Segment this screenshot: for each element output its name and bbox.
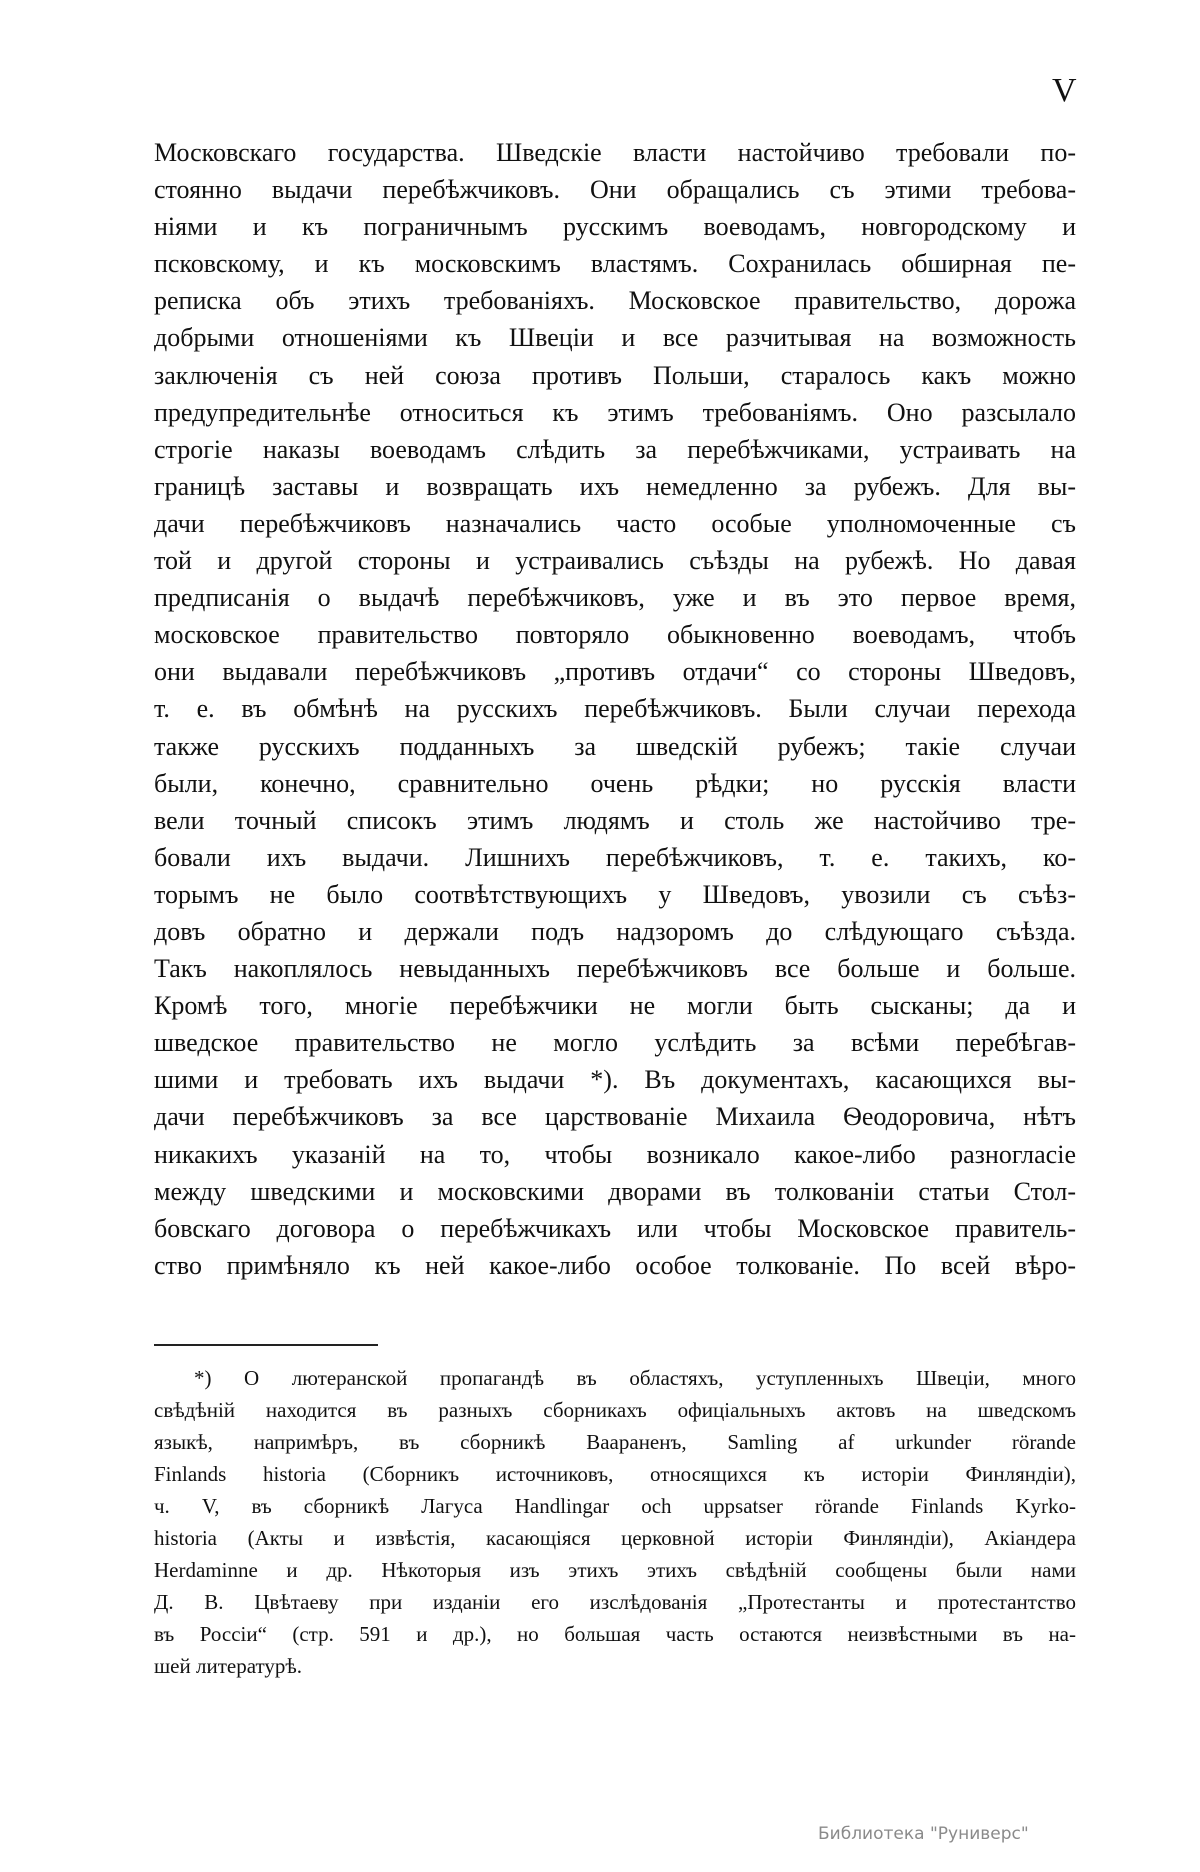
text-line: торымъ не было соотвѣтствующихъ у Шведовъ, увозили съ съѣз- xyxy=(154,879,1076,909)
text-line: довъ обратно и держали подъ надзоромъ до слѣдующаго съѣзда. xyxy=(154,916,1076,946)
footnote-line: Finlands historia (Сборникъ источниковъ, относящихся къ исторіи Финляндіи), xyxy=(154,1462,1076,1486)
text-line: Такъ накоплялось невыданныхъ перебѣжчиковъ все больше и больше. xyxy=(154,954,1076,984)
text-line: шведское правительство не могло услѣдить за всѣми перебѣгав- xyxy=(154,1028,1076,1058)
text-line: т. е. въ обмѣнѣ на русскихъ перебѣжчиковъ. Были случаи перехода xyxy=(154,694,1076,724)
text-line: Московскаго государства. Шведскіе власти настойчиво требовали по- xyxy=(154,138,1076,167)
text-line: дачи перебѣжчиковъ назначались часто особые уполномоченные съ xyxy=(154,508,1076,538)
text-line: предписанія о выдачѣ перебѣжчиковъ, уже и въ это первое время, xyxy=(154,583,1076,613)
footnote xyxy=(154,1362,1076,1682)
footnote-divider xyxy=(154,1344,378,1346)
text-line: Кромѣ того, многіе перебѣжчики не могли быть сысканы; да и xyxy=(154,991,1076,1021)
text-line: той и другой стороны и устраивались съѣзды на рубежѣ. Но давая xyxy=(154,546,1076,576)
text-line: строгіе наказы воеводамъ слѣдить за перебѣжчиками, устраивать на xyxy=(154,434,1076,464)
text-line: также русскихъ подданныхъ за шведскій рубежъ; такіе случаи xyxy=(154,731,1076,761)
text-line: стоянно выдачи перебѣжчиковъ. Они обращались съ этими требова- xyxy=(154,175,1076,205)
text-line: вели точный списокъ этимъ людямъ и столь же настойчиво тре- xyxy=(154,805,1076,835)
text-line: никакихъ указаній на то, чтобы возникало какое-либо разногласіе xyxy=(154,1139,1076,1169)
text-line: реписка объ этихъ требованіяхъ. Московское правительство, дорожа xyxy=(154,286,1076,316)
footnote-line: Д. В. Цвѣтаеву при изданіи его изслѣдованія „Протестанты и протестантство xyxy=(154,1590,1076,1614)
text-line: псковскому, и къ московскимъ властямъ. Сохранилась обширная пе- xyxy=(154,249,1076,279)
text-line: дачи перебѣжчиковъ за все царствованіе Михаила Ѳеодоровича, нѣтъ xyxy=(154,1102,1076,1132)
text-line: бовскаго договора о перебѣжчикахъ или чтобы Московское правитель- xyxy=(154,1213,1076,1243)
text-line: бовали ихъ выдачи. Лишнихъ перебѣжчиковъ, т. е. такихъ, ко- xyxy=(154,842,1076,872)
footnote-line: въ Россіи“ (стр. 591 и др.), но большая часть остаются неизвѣстными въ на- xyxy=(154,1622,1076,1646)
footnote-line: шей литературѣ. xyxy=(154,1654,303,1678)
footnote-line: свѣдѣній находится въ разныхъ сборникахъ офиціальныхъ актовъ на шведскомъ xyxy=(154,1398,1076,1422)
body-text xyxy=(154,134,1076,1284)
footnote-line: языкѣ, напримѣръ, въ сборникѣ Ваараненъ, Samling af urkunder rörande xyxy=(154,1430,1076,1454)
text-line: заключенія съ ней союза противъ Польши, старалось какъ можно xyxy=(154,360,1076,390)
text-line: они выдавали перебѣжчиковъ „противъ отдачи“ со стороны Шведовъ, xyxy=(154,657,1076,687)
text-line: московское правительство повторяло обыкновенно воеводамъ, чтобъ xyxy=(154,620,1076,650)
library-watermark: Библиотека "Руниверс" xyxy=(818,1824,1029,1844)
text-line: добрыми отношеніями къ Швеціи и все разчитывая на возможность xyxy=(154,323,1076,353)
text-line: ніями и къ пограничнымъ русскимъ воеводамъ, новгородскому и xyxy=(154,212,1076,242)
footnote-line: *) О лютеранской пропагандѣ въ областяхъ, уступленныхъ Швеціи, много xyxy=(194,1366,1076,1390)
footnote-line: ч. V, въ сборникѣ Лагуса Handlingar och uppsatser rörande Finlands Kyrko- xyxy=(154,1494,1076,1518)
text-line: между шведскими и московскими дворами въ толкованіи статьи Стол- xyxy=(154,1176,1076,1206)
text-line: были, конечно, сравнительно очень рѣдки; но русскія власти xyxy=(154,768,1076,798)
text-line: предупредительнѣе относиться къ этимъ требованіямъ. Оно разсылало xyxy=(154,397,1076,427)
text-line: ство примѣняло къ ней какое-либо особое толкованіе. По всей вѣро- xyxy=(154,1250,1076,1280)
text-line: границѣ заставы и возвращать ихъ немедленно за рубежъ. Для вы- xyxy=(154,471,1076,501)
footnote-line: historia (Акты и извѣстія, касающіяся церковной исторіи Финляндіи), Акіандера xyxy=(154,1526,1076,1550)
footnote-line: Herdaminne и др. Нѣкоторыя изъ этихъ этихъ свѣдѣній сообщены были нами xyxy=(154,1558,1076,1582)
page-number: V xyxy=(1052,72,1077,109)
text-line: шими и требовать ихъ выдачи *). Въ документахъ, касающихся вы- xyxy=(154,1065,1076,1095)
